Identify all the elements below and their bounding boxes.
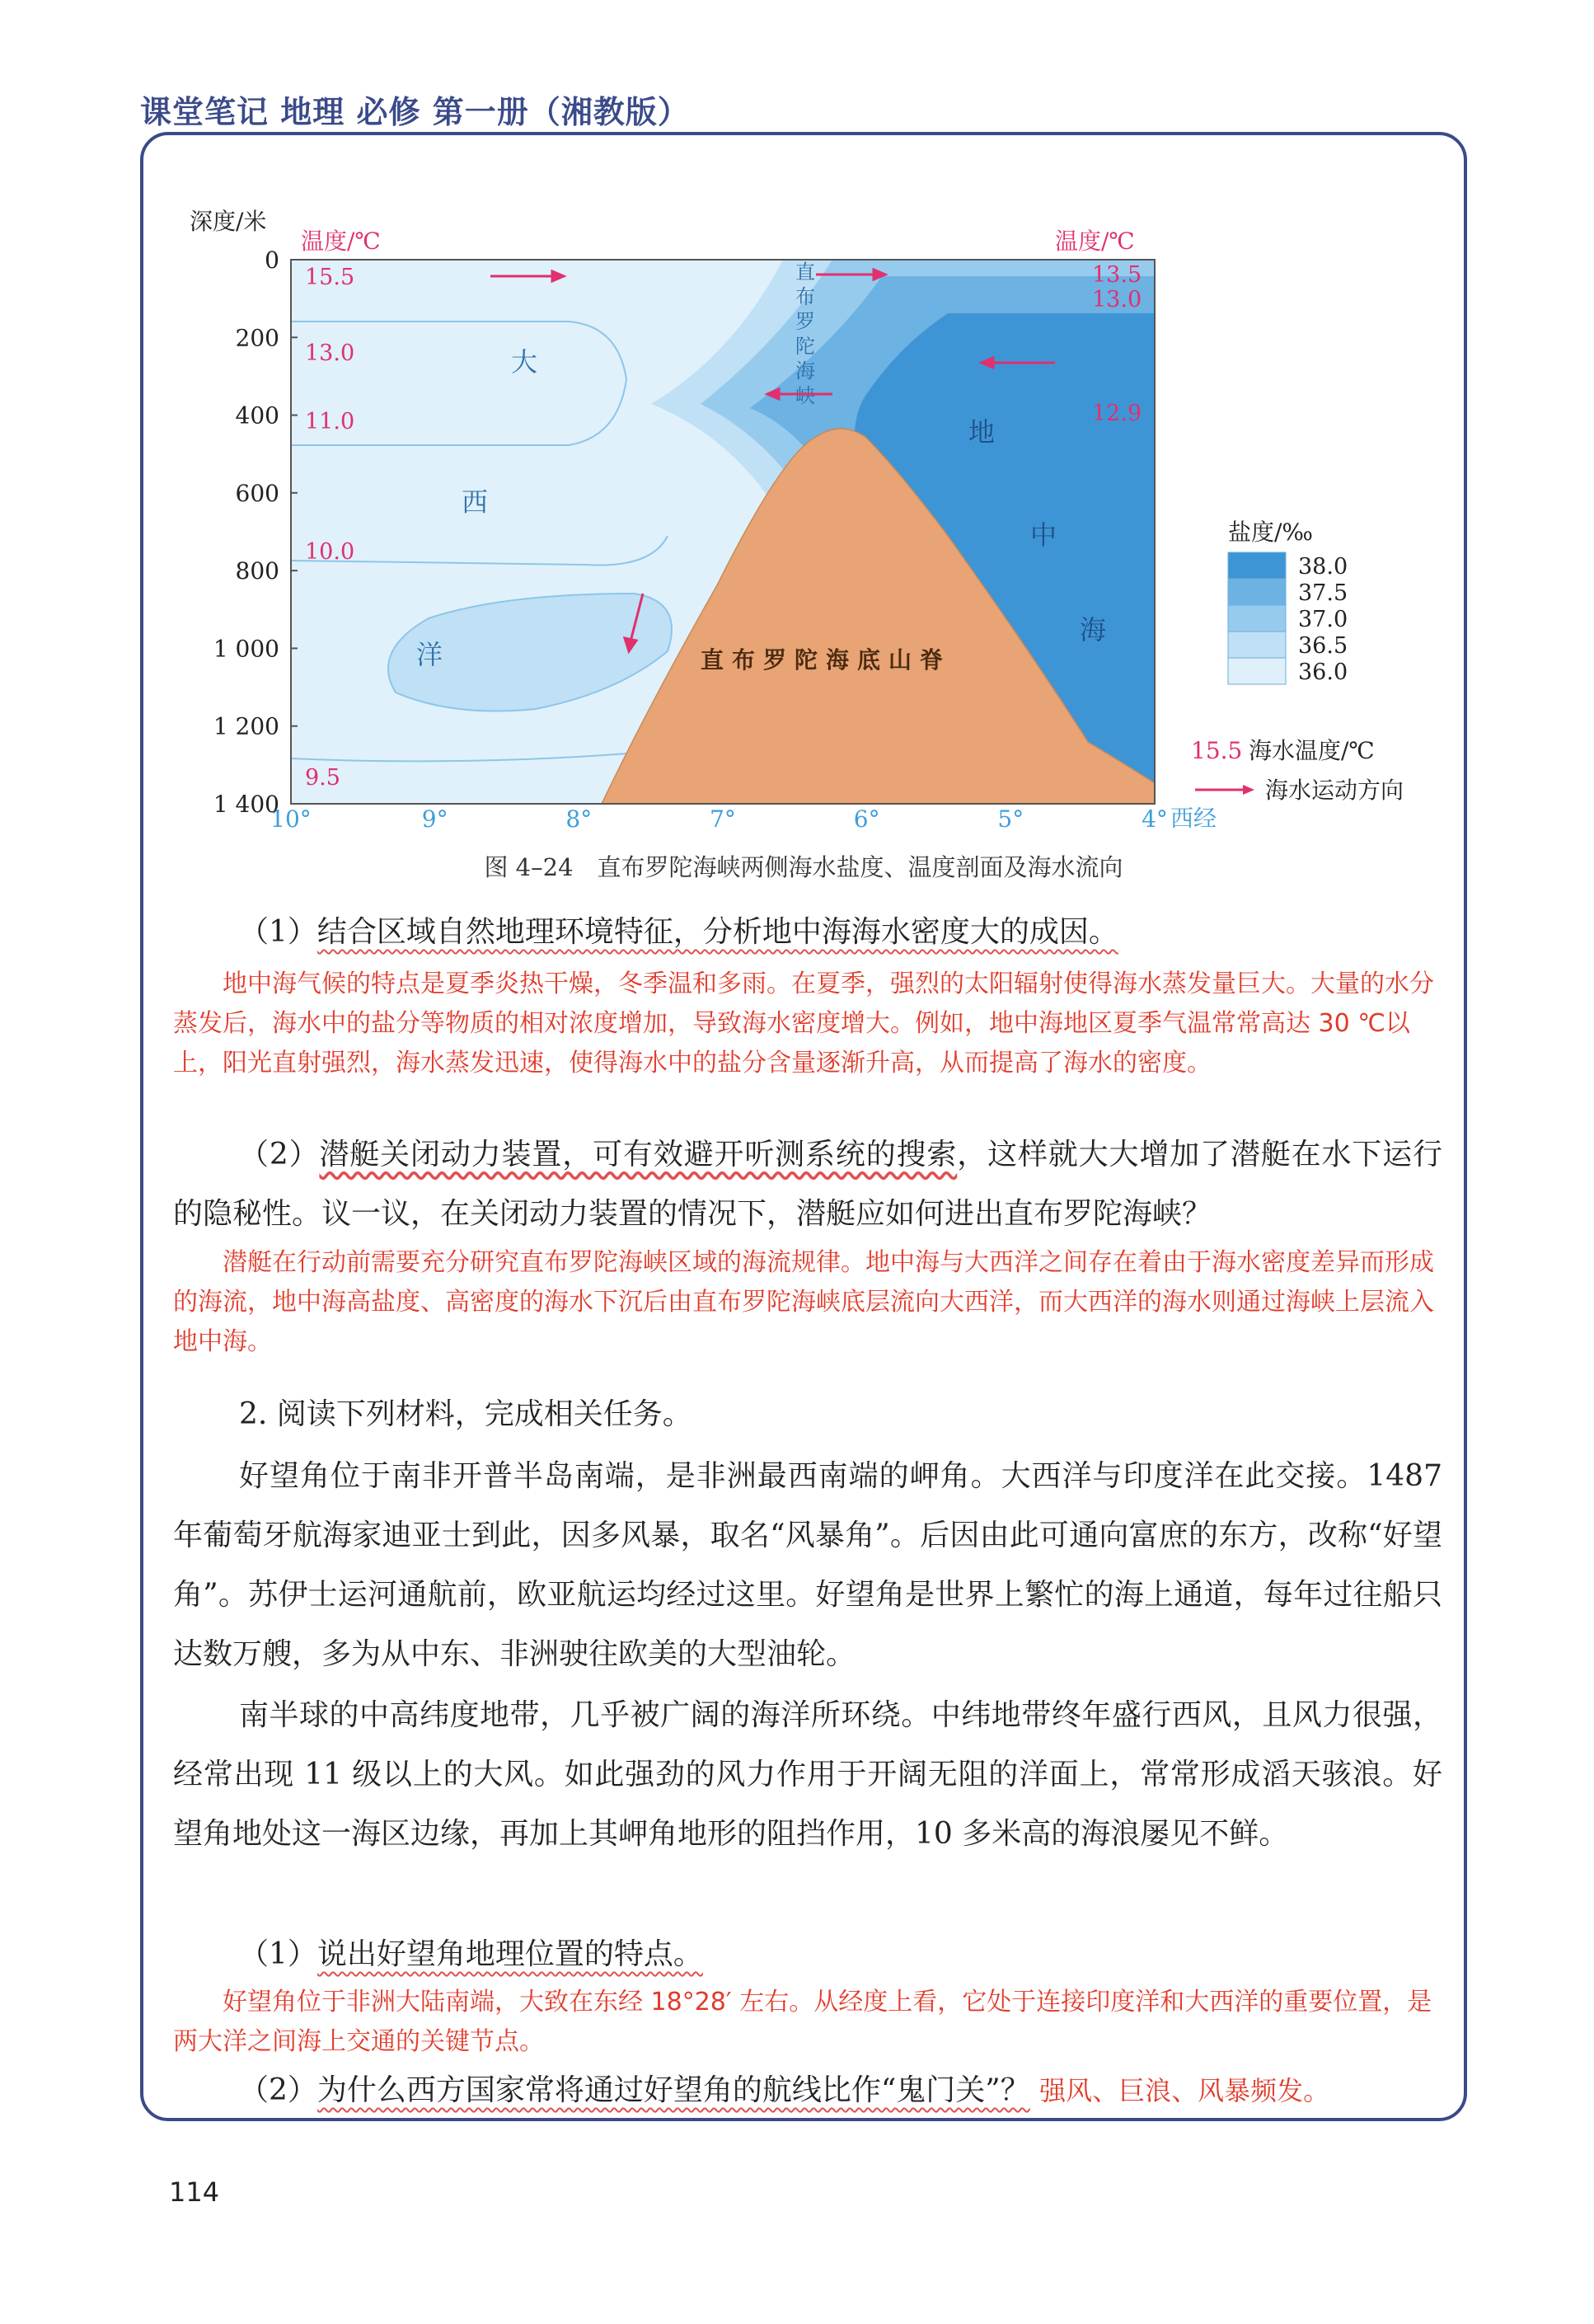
temp-right-3: 12.9 <box>1092 401 1142 426</box>
y-tick-label: 1 400 <box>213 791 279 818</box>
answer-4: 强风、巨浪、风暴频发。 <box>1039 2075 1330 2106</box>
x-tick-label: 8° <box>565 805 593 833</box>
x-tick-label: 7° <box>710 805 736 833</box>
material-paragraph-2: 南半球的中高纬度地带，几乎被广阔的海洋所环绕。中纬地带终年盛行西风，且风力很强，经常出现 11 级以上的大风。如此强劲的风力作用于开阔无阻的洋面上，常常形成滔天骇浪。好望角地处这一海区边缘，再加上其岬角地形的阻挡作用，10 多米高的海浪屡见不鲜。 <box>173 1698 1442 1851</box>
y-tick-label: 0 <box>265 246 279 274</box>
question-4-label: （2） <box>239 2073 317 2107</box>
med-char-2: 中 <box>1030 519 1057 551</box>
salinity-level-label: 37.5 <box>1298 580 1348 606</box>
strait-char-1: 直 <box>795 261 815 284</box>
strait-char-3: 罗 <box>795 310 815 333</box>
x-axis-unit: 西经 <box>1170 805 1217 832</box>
salinity-swatch <box>1228 631 1286 658</box>
y-tick-label: 400 <box>235 401 279 430</box>
legend-arrow-head <box>1243 785 1254 795</box>
temp-right-2: 13.0 <box>1092 287 1142 312</box>
figure-caption: 图 4–24 直布罗陀海峡两侧海水盐度、温度剖面及海水流向 <box>484 853 1123 881</box>
question-3-text: 说出好望角地理位置的特点。 <box>316 1937 703 1971</box>
salinity-level-label: 37.0 <box>1298 607 1348 632</box>
salinity-swatch <box>1228 605 1286 631</box>
answer-1: 地中海气候的特点是夏季炎热干燥，冬季温和多雨。在夏季，强烈的太阳辐射使得海水蒸发量巨大。大量的水分蒸发后，海水中的盐分等物质的相对浓度增加，导致海水密度增大。例如，地中海地区夏季气温常常高达 30 ℃以上，阳光直射强烈，海水蒸发迅速，使得海水中的盐分含量逐渐升高，从而提高了海水的密度。 <box>173 970 1434 1077</box>
temp-left-5: 9.5 <box>305 765 340 791</box>
x-axis-ticks <box>270 805 1168 833</box>
question-3-label: （1） <box>239 1937 317 1971</box>
temp-label-left: 温度/℃ <box>301 228 381 255</box>
temp-left-4: 10.0 <box>305 539 355 565</box>
legend-arrow-text: 海水运动方向 <box>1265 777 1404 804</box>
question-3 <box>173 1925 1459 1984</box>
strait-char-2: 布 <box>795 285 815 308</box>
x-tick-label: 5° <box>997 805 1024 833</box>
temp-left-2: 13.0 <box>305 340 355 366</box>
strait-profile-figure <box>157 190 1442 899</box>
y-tick-label: 800 <box>235 557 279 585</box>
legend-temp-text: 海水温度/℃ <box>1249 737 1375 764</box>
strait-char-4: 陀 <box>795 335 815 358</box>
salinity-legend <box>1228 552 1348 685</box>
question-4-text: 为什么西方国家常将通过好望角的航线比作“鬼门关”？ <box>316 2073 1030 2107</box>
question-4 <box>173 2061 1459 2120</box>
atlantic-char-1: 大 <box>511 346 538 378</box>
salinity-swatch <box>1228 579 1286 605</box>
question-2 <box>173 1125 1442 1244</box>
page-number: 114 <box>169 2176 220 2208</box>
question-2-label: （2） <box>239 1138 320 1171</box>
answer-3: 好望角位于非洲大陆南端，大致在东经 18°28′ 左右。从经度上看，它处于连接印度洋和大西洋的重要位置，是两大洋之间海上交通的关键节点。 <box>173 1988 1432 2056</box>
legend-temp-value: 15.5 <box>1191 737 1243 764</box>
strait-char-6: 峡 <box>795 384 815 407</box>
question-2-underlined: 潜艇关闭动力装置，可有效避开听测系统的搜索 <box>319 1138 958 1171</box>
question-1-label: （1） <box>239 915 317 949</box>
salinity-profile-chart <box>157 190 1442 899</box>
material-paragraph-1: 好望角位于南非开普半岛南端，是非洲最西南端的岬角。大西洋与印度洋在此交接。1487 年葡萄牙航海家迪亚士到此，因多风暴，取名“风暴角”。后因由此可通向富庶的东方，改称“好望角”。苏伊士运河通航前，欧亚航运均经过这里。好望角是世界上繁忙的海上通道，每年过往船只达数万艘，多为从中东、非洲驶往欧美的大型油轮。 <box>173 1459 1442 1671</box>
answer-2: 潜艇在行动前需要充分研究直布罗陀海峡区域的海流规律。地中海与大西洋之间存在着由于海水密度差异而形成的海流，地中海高盐度、高密度的海水下沉后由直布罗陀海峡底层流向大西洋，而大西洋的海水则通过海峡上层流入地中海。 <box>173 1248 1434 1356</box>
salinity-level-label: 38.0 <box>1298 554 1348 580</box>
question-1 <box>173 903 1459 962</box>
atlantic-char-3: 洋 <box>416 639 443 670</box>
x-tick-label: 4° <box>1142 805 1168 833</box>
y-tick-label: 600 <box>235 479 279 507</box>
salinity-level-label: 36.5 <box>1298 633 1348 659</box>
salinity-legend-title: 盐度/‰ <box>1228 519 1314 546</box>
temp-left-1: 15.5 <box>305 265 355 290</box>
x-tick-label: 9° <box>421 805 448 833</box>
y-axis-title: 深度/米 <box>190 208 267 235</box>
y-tick-label: 1 000 <box>213 635 279 663</box>
salinity-level-label: 36.0 <box>1298 660 1348 685</box>
temp-right-1: 13.5 <box>1092 262 1142 288</box>
book-header: 课堂笔记 地理 必修 第一册（湘教版） <box>140 94 690 130</box>
task-2-heading: 2. 阅读下列材料，完成相关任务。 <box>239 1397 692 1431</box>
temp-left-3: 11.0 <box>305 409 355 434</box>
atlantic-char-2: 西 <box>462 486 489 518</box>
y-tick-label: 1 200 <box>213 712 279 740</box>
temp-label-right: 温度/℃ <box>1055 228 1135 255</box>
med-char-1: 地 <box>968 416 996 448</box>
ridge-label: 直布罗陀海底山脊 <box>701 646 952 674</box>
question-2-rest: ，这样就大大增加了潜艇在水下运行的隐秘性。议一议，在关闭动力装置的情况下，潜艇应如何进出直布罗陀海峡？ <box>173 1138 1442 1231</box>
salinity-swatch <box>1228 658 1286 684</box>
question-1-text: 结合区域自然地理环境特征，分析地中海海水密度大的成因。 <box>316 915 1118 949</box>
salinity-swatch <box>1228 552 1286 579</box>
y-tick-label: 200 <box>235 324 279 352</box>
x-tick-label: 6° <box>853 805 880 833</box>
med-char-3: 海 <box>1080 614 1107 646</box>
strait-char-5: 海 <box>795 359 815 383</box>
x-tick-label: 10° <box>270 805 312 833</box>
y-axis-ticks <box>213 246 298 818</box>
